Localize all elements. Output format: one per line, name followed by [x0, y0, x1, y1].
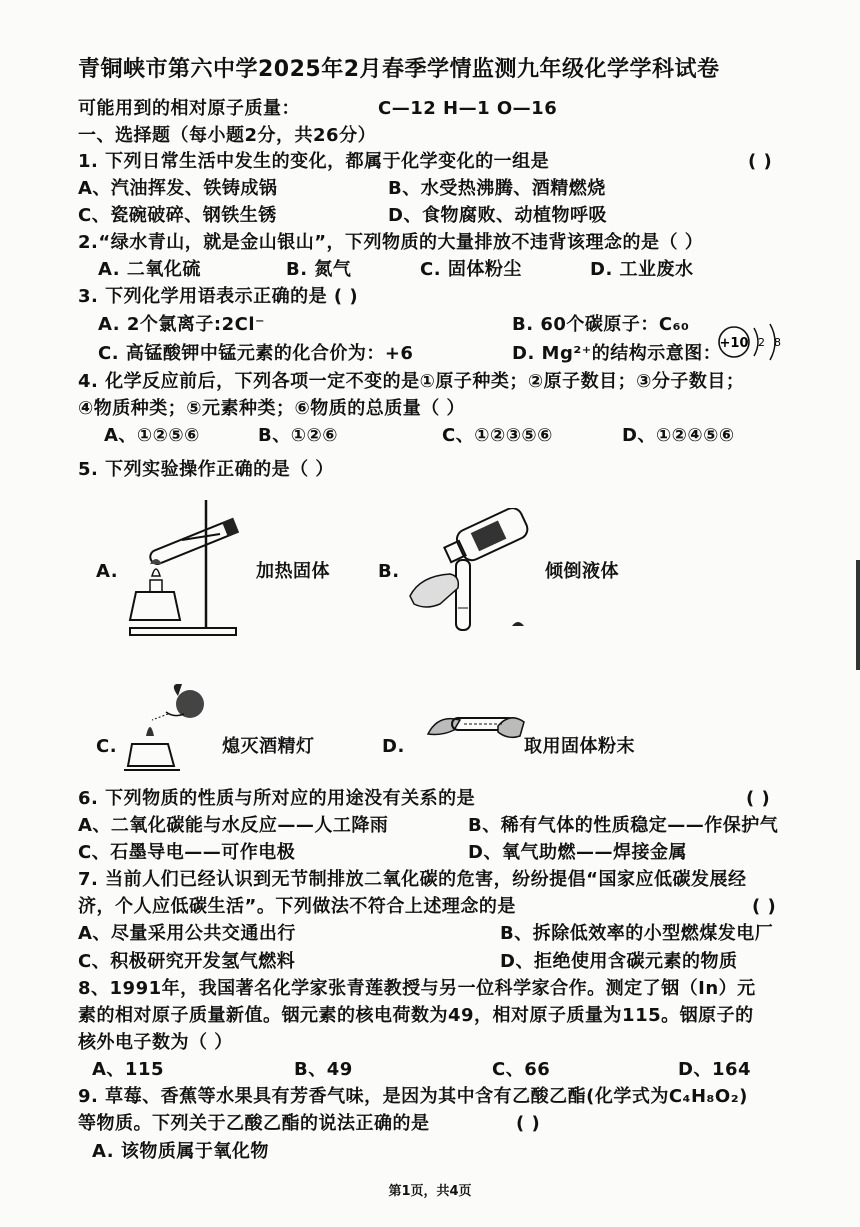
q5-stem: 5. 下列实验操作正确的是（ ）: [78, 459, 334, 480]
diagram-shell-2: 8: [774, 336, 781, 349]
q5-option-c-label: 熄灭酒精灯: [222, 736, 315, 757]
q6-option-c: C、石墨导电——可作电极: [78, 842, 296, 863]
q4-stem-line2: ④物质种类；⑤元素种类；⑥物质的总质量（ ）: [78, 398, 465, 419]
q7-stem-line2: 济，个人应低碳生活”。下列做法不符合上述理念的是: [78, 896, 516, 917]
q1-stem: 1. 下列日常生活中发生的变化，都属于化学变化的一组是: [78, 151, 550, 172]
q7-option-b: B、拆除低效率的小型燃煤发电厂: [500, 923, 774, 944]
q9-stem-line1: 9. 草莓、香蕉等水果具有芳香气味，是因为其中含有乙酸乙酯(化学式为C₄H₈O₂): [78, 1086, 748, 1107]
q1-option-b: B、水受热沸腾、酒精燃烧: [388, 178, 606, 199]
q7-answer-paren: ( ): [752, 896, 777, 917]
q9-answer-paren: ( ): [516, 1113, 541, 1134]
q8-option-b: B、49: [294, 1059, 353, 1080]
q8-stem-line1: 8、1991年，我国著名化学家张青莲教授与另一位科学家合作。测定了铟（In）元: [78, 978, 756, 999]
q5-option-b-label: 倾倒液体: [545, 561, 619, 582]
exam-title: 青铜峡市第六中学2025年2月春季学情监测九年级化学学科试卷: [78, 57, 720, 82]
section-heading: 一、选择题（每小题2分，共26分）: [78, 125, 377, 146]
q6-option-a: A、二氧化碳能与水反应——人工降雨: [78, 815, 389, 836]
q6-option-d: D、氧气助燃——焊接金属: [468, 842, 687, 863]
q1-answer-paren: ( ): [748, 151, 773, 172]
diagram-shell-1: 2: [758, 336, 765, 349]
mg-ion-structure-diagram: [716, 318, 786, 366]
page-footer: 第1页，共4页: [388, 1184, 472, 1199]
q4-option-a: A、①②⑤⑥: [104, 425, 200, 446]
q3-option-c: C. 高锰酸钾中锰元素的化合价为：+6: [98, 343, 414, 364]
q5-option-a-label: 加热固体: [256, 561, 330, 582]
q6-stem: 6. 下列物质的性质与所对应的用途没有关系的是: [78, 788, 476, 809]
q8-stem-line3: 核外电子数为（ ）: [78, 1032, 233, 1053]
pouring-liquid-image: [404, 508, 540, 636]
q1-option-d: D、食物腐败、动植物呼吸: [388, 205, 607, 226]
q3-option-d: D. Mg²⁺的结构示意图：: [512, 343, 722, 364]
q7-option-a: A、尽量采用公共交通出行: [78, 923, 296, 944]
q3-option-a: A. 2个氯离子:2Cl⁻: [98, 314, 265, 335]
q4-option-c: C、①②③⑤⑥: [442, 425, 553, 446]
q8-stem-line2: 素的相对原子质量新值。铟元素的核电荷数为49，相对原子质量为115。铟原子的: [78, 1005, 754, 1026]
q5-option-a-letter: A.: [96, 561, 119, 582]
q7-stem-line1: 7. 当前人们已经认识到无节制排放二氧化碳的危害，纷纷提倡“国家应低碳发展经: [78, 869, 747, 890]
q5-option-d-label: 取用固体粉末: [524, 736, 635, 757]
q6-option-b: B、稀有气体的性质稳定——作保护气: [468, 815, 779, 836]
q2-option-b: B. 氮气: [286, 259, 352, 280]
q4-stem-line1: 4. 化学反应前后，下列各项一定不变的是①原子种类；②原子数目；③分子数目；: [78, 371, 745, 392]
q5-option-c-letter: C.: [96, 736, 118, 757]
atomic-mass-label: 可能用到的相对原子质量：: [78, 98, 300, 119]
q5-option-d-letter: D.: [382, 736, 405, 757]
q6-answer-paren: ( ): [746, 788, 771, 809]
q2-option-c: C. 固体粉尘: [420, 259, 522, 280]
q9-option-a: A. 该物质属于氧化物: [92, 1141, 269, 1162]
q2-option-d: D. 工业废水: [590, 259, 694, 280]
q5-option-b-letter: B.: [378, 561, 400, 582]
q8-option-c: C、66: [492, 1059, 551, 1080]
diagram-nucleus: +10: [719, 336, 749, 351]
atomic-mass-values: C—12 H—1 O—16: [378, 98, 558, 119]
q8-option-a: A、115: [92, 1059, 165, 1080]
q1-option-a: A、汽油挥发、铁铸成锅: [78, 178, 278, 199]
taking-solid-powder-image: [424, 700, 528, 748]
heating-solid-apparatus-image: [122, 494, 242, 639]
q1-option-c: C、瓷碗破碎、钢铁生锈: [78, 205, 277, 226]
q7-option-c: C、积极研究开发氢气燃料: [78, 951, 296, 972]
q9-stem-line2: 等物质。下列关于乙酸乙酯的说法正确的是: [78, 1113, 430, 1134]
q4-option-b: B、①②⑥: [258, 425, 338, 446]
scan-edge-mark: [856, 560, 860, 670]
q3-stem: 3. 下列化学用语表示正确的是 ( ): [78, 286, 359, 307]
q2-stem: 2.“绿水青山，就是金山银山”，下列物质的大量排放不违背该理念的是（ ）: [78, 232, 704, 253]
q7-option-d: D、拒绝使用含碳元素的物质: [500, 951, 738, 972]
q2-option-a: A. 二氧化硫: [98, 259, 201, 280]
q4-option-d: D、①②④⑤⑥: [622, 425, 735, 446]
q8-option-d: D、164: [678, 1059, 752, 1080]
blowing-out-alcohol-lamp-image: [124, 684, 224, 772]
q3-option-b: B. 60个碳原子：C₆₀: [512, 314, 690, 335]
